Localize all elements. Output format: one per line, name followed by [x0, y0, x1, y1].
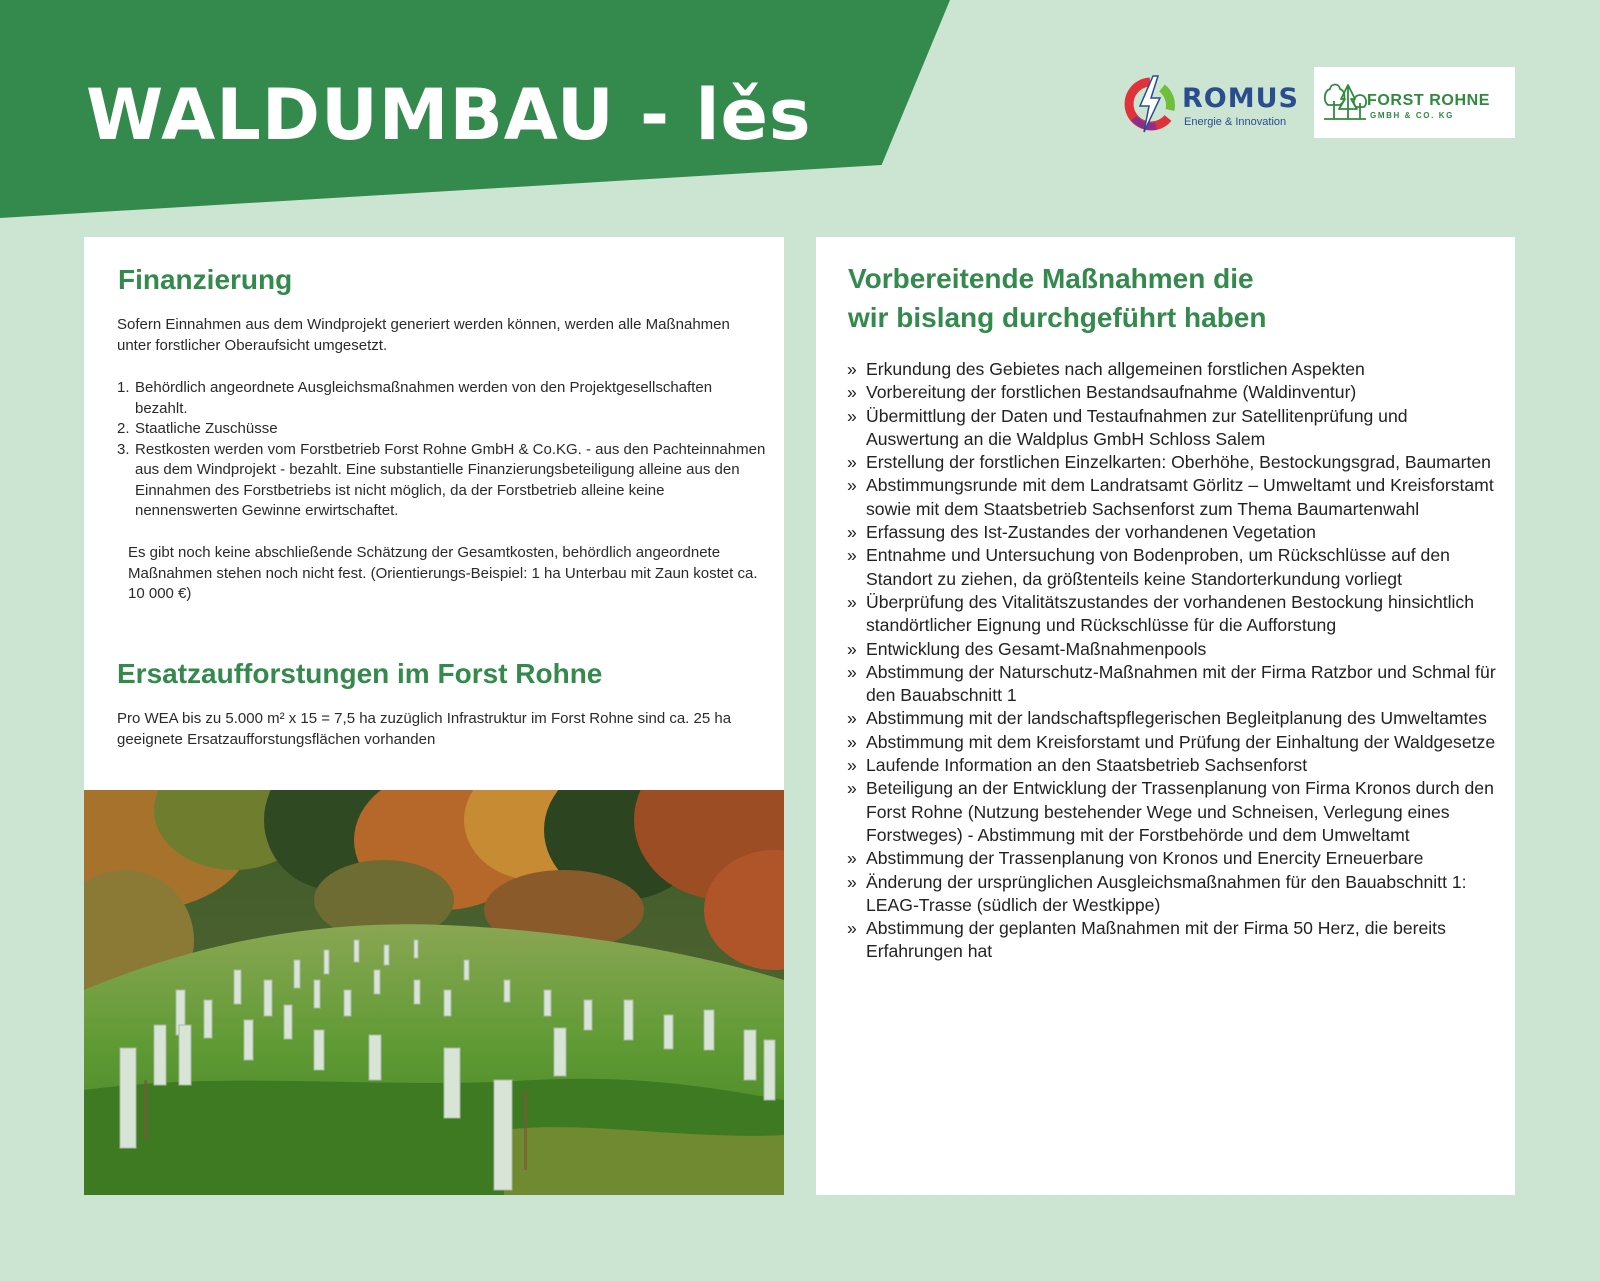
bullet-icon: »	[847, 755, 857, 776]
list-item-text: Behördlich angeordnete Ausgleichsmaßnahmen werden von den Projektgesellschaften bezahlt.	[135, 379, 713, 417]
list-item-text: Beteiligung an der Entwicklung der Trassenplanung von Firma Kronos durch den Forst Rohne (Nutzung bestehender Wege und Schneisen, Verlegung eines Forstweges) - Abstimmung mit der Forstbehörde und dem Umweltamt	[866, 778, 1494, 845]
list-item-text: Staatliche Zuschüsse	[135, 420, 278, 437]
finanzierung-note: Es gibt noch keine abschließende Schätzung der Gesamtkosten, behördlich angeordnete Maßnahmen stehen noch nicht fest. (Orientierungs-Beispiel: 1 ha Unterbau mit Zaun kostet ca. 10 000 €)	[128, 544, 758, 602]
list-item	[847, 591, 1497, 638]
list-item-text: Abstimmung der Trassenplanung von Kronos und Enercity Erneuerbare	[866, 848, 1424, 869]
bullet-icon: »	[847, 731, 857, 752]
finanzierung-list	[117, 378, 767, 522]
list-item	[117, 419, 767, 440]
bullet-icon: »	[847, 661, 857, 682]
bullet-icon: »	[847, 405, 857, 426]
list-item-text: Überprüfung des Vitalitätszustandes der vorhandenen Bestockung hinsichtlich standörtlicher Eignung und Rückschlüsse für die Aufforstung	[866, 591, 1475, 636]
bullet-icon: »	[847, 848, 857, 869]
list-item-text: Vorbereitung der forstlichen Bestandsaufnahme (Waldinventur)	[866, 382, 1357, 403]
list-item-text: Restkosten werden vom Forstbetrieb Forst Rohne GmbH & Co.KG. - aus den Pachteinnahmen aus dem Windprojekt - bezahlt. Eine substantielle Finanzierungsbeteiligung alleine aus den Einnahmen des Forstbetriebs ist nicht möglich, da der Forstbetrieb alleine keine nennenswerten Gewinne erwirtschaftet.	[135, 440, 766, 519]
list-item	[847, 638, 1497, 661]
massnahmen-heading-line1: Vorbereitende Maßnahmen die	[848, 263, 1254, 294]
list-item	[847, 661, 1497, 708]
bullet-icon: »	[847, 591, 857, 612]
list-item-text: Abstimmung mit dem Kreisforstamt und Prüfung der Einhaltung der Waldgesetze	[866, 731, 1496, 752]
list-item-text: Abstimmung der Naturschutz-Maßnahmen mit der Firma Ratzbor und Schmal für den Bauabschnitt 1	[866, 661, 1496, 706]
bullet-icon: »	[847, 638, 857, 659]
forst-rohne-logo	[1314, 67, 1515, 138]
left-panel	[84, 237, 784, 1195]
bullet-icon: »	[847, 475, 857, 496]
list-item-text: Abstimmung mit der landschaftspflegerischen Begleitplanung des Umweltamtes	[866, 708, 1487, 729]
forst-rohne-subline: GMBH & CO. KG	[1370, 111, 1454, 120]
romus-mark-icon	[1120, 74, 1176, 134]
list-item	[117, 378, 767, 419]
list-item	[847, 358, 1497, 381]
romus-tagline: Energie & Innovation	[1184, 116, 1287, 128]
list-item-text: Abstimmungsrunde mit dem Landratsamt Görlitz – Umweltamt und Kreisforstamt sowie mit dem Staatsbetrieb Sachsenforst zum Thema Baumartenwahl	[866, 475, 1494, 519]
trees-icon	[1322, 79, 1368, 123]
list-item	[847, 544, 1497, 591]
list-item	[847, 451, 1497, 474]
list-item-number: 2.	[117, 420, 130, 437]
romus-name: ROMUS	[1182, 83, 1299, 114]
list-item-text: Entnahme und Untersuchung von Bodenproben, um Rückschlüsse auf den Standort zu ziehen, da größtenteils keine Standorterkundung vorliegt	[866, 545, 1450, 589]
ersatz-heading: Ersatzaufforstungen im Forst Rohne	[117, 658, 603, 689]
bullet-icon: »	[847, 545, 857, 566]
list-item-number: 3.	[117, 440, 130, 458]
page-title: WALDUMBAU - lěs	[86, 74, 812, 156]
bullet-icon: »	[847, 918, 857, 939]
list-item-text: Abstimmung der geplanten Maßnahmen mit der Firma 50 Herz, die bereits Erfahrungen hat	[866, 918, 1446, 962]
list-item	[847, 777, 1497, 847]
list-item	[847, 521, 1497, 544]
list-item-text: Änderung der ursprünglichen Ausgleichsmaßnahmen für den Bauabschnitt 1: LEAG-Trasse (südlich der Westkippe)	[866, 871, 1467, 915]
list-item-text: Erkundung des Gebietes nach allgemeinen forstlichen Aspekten	[866, 359, 1365, 379]
massnahmen-heading-line2: wir bislang durchgeführt haben	[848, 302, 1267, 333]
list-item	[847, 731, 1497, 754]
bullet-icon: »	[847, 382, 857, 403]
list-item	[847, 871, 1497, 918]
finanzierung-heading: Finanzierung	[118, 264, 293, 295]
list-item-text: Entwicklung des Gesamt-Maßnahmenpools	[866, 638, 1207, 659]
massnahmen-heading	[848, 259, 1448, 337]
massnahmen-list	[847, 358, 1497, 964]
bullet-icon: »	[847, 871, 857, 892]
list-item	[847, 707, 1497, 730]
list-item-text: Laufende Information an den Staatsbetrieb Sachsenforst	[866, 755, 1308, 776]
bullet-icon: »	[847, 452, 857, 473]
bullet-icon: »	[847, 522, 857, 543]
list-item-number: 1.	[117, 379, 130, 396]
list-item	[847, 754, 1497, 777]
list-item-text: Übermittlung der Daten und Testaufnahmen zur Satellitenprüfung und Auswertung an die Waldplus GmbH Schloss Salem	[866, 405, 1408, 449]
bullet-icon: »	[847, 708, 857, 729]
bullet-icon: »	[847, 359, 857, 379]
list-item	[847, 917, 1497, 964]
forst-rohne-name: FORST ROHNE	[1367, 92, 1491, 109]
list-item	[117, 440, 767, 522]
forest-photo-illustration	[84, 790, 784, 1195]
list-item-text: Erstellung der forstlichen Einzelkarten: Oberhöhe, Bestockungsgrad, Baumarten	[866, 452, 1491, 473]
list-item	[847, 381, 1497, 404]
romus-logo	[1120, 74, 1300, 134]
finanzierung-intro: Sofern Einnahmen aus dem Windprojekt generiert werden können, werden alle Maßnahmen unter forstlicher Oberaufsicht umgesetzt.	[117, 316, 730, 354]
forest-reforestation-photo	[84, 790, 784, 1195]
right-panel	[816, 237, 1515, 1195]
list-item-text: Erfassung des Ist-Zustandes der vorhandenen Vegetation	[866, 522, 1316, 543]
ersatz-text: Pro WEA bis zu 5.000 m² x 15 = 7,5 ha zuzüglich Infrastruktur im Forst Rohne sind ca. 25 ha geeignete Ersatzaufforstungsflächen vorhanden	[117, 710, 732, 748]
bullet-icon: »	[847, 778, 857, 799]
list-item	[847, 847, 1497, 870]
list-item	[847, 474, 1497, 521]
list-item	[847, 405, 1497, 452]
